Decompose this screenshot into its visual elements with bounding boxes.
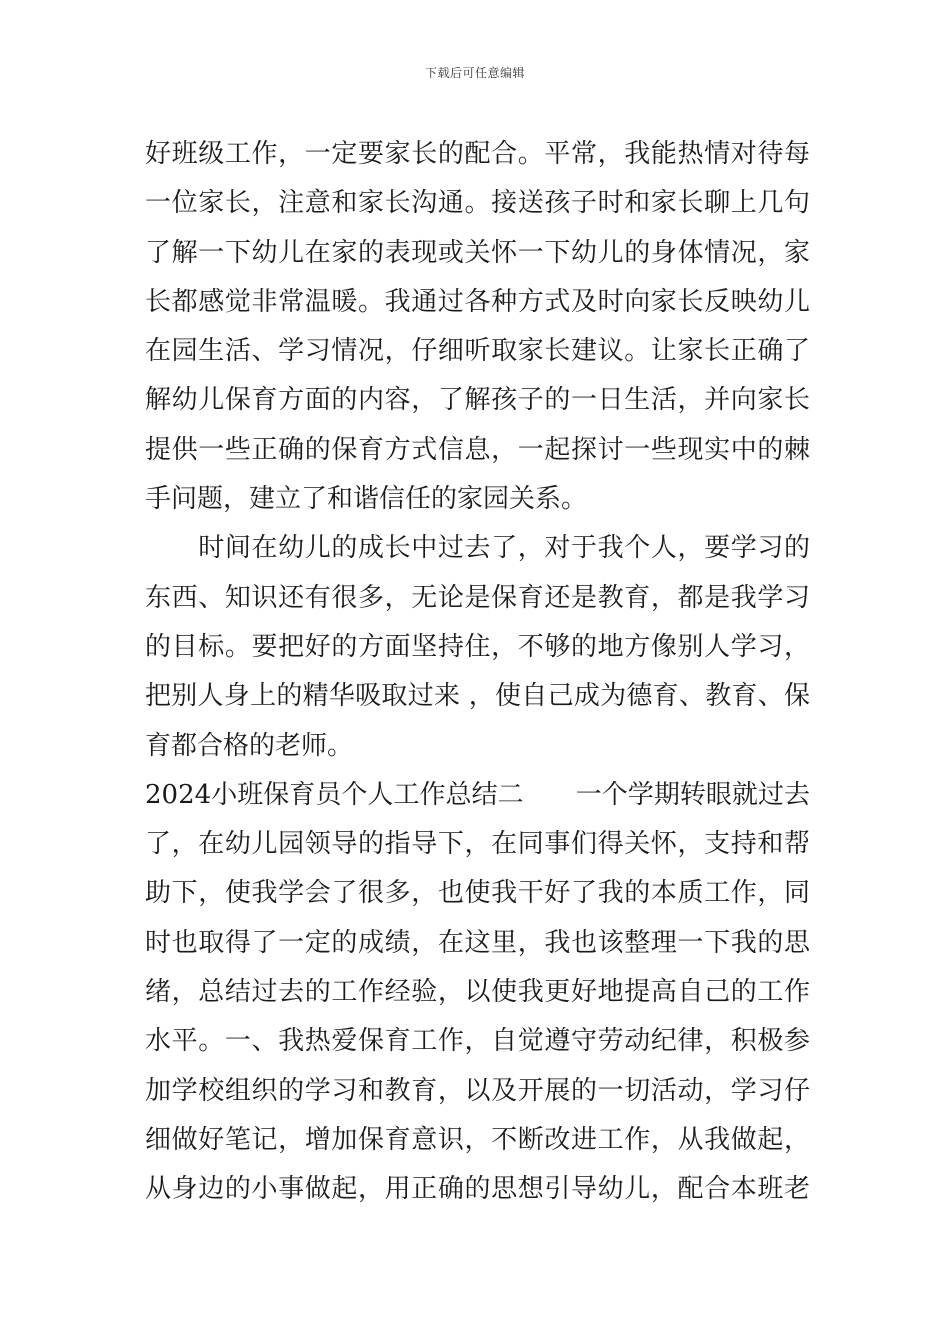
text-line: 从身边的小事做起，用正确的思想引导幼儿，配合本班老 [145,1174,810,1205]
text-line: 育都合格的老师。 [145,730,354,761]
text-line: 提供一些正确的保育方式信息，一起探讨一些现实中的棘 [145,434,810,465]
text-line: 了解一下幼儿在家的表现或关怀一下幼儿的身体情况，家 [145,237,810,268]
text-line: 的目标。要把好的方面坚持住，不够的地方像别人学习， [145,631,810,662]
text-line: 在园生活、学习情况，仔细听取家长建议。让家长正确了 [145,336,810,367]
section-heading-line: 2024小班保育员个人工作总结二 一个学期转眼就过去 [145,779,810,810]
text-line: 解幼儿保育方面的内容，了解孩子的一日生活，并向家长 [145,385,810,416]
page-header: 下载后可任意编辑 [424,66,525,80]
text-line: 了，在幼儿园领导的指导下，在同事们得关怀，支持和帮 [145,829,810,860]
body-text [145,130,810,1215]
text-line: 时间在幼儿的成长中过去了，对于我个人，要学习的 [145,533,810,564]
text-line: 细做好笔记，增加保育意识，不断改进工作，从我做起， [145,1124,810,1155]
text-line: 时也取得了一定的成绩，在这里，我也该整理一下我的思 [145,927,810,958]
text-line: 手问题，建立了和谐信任的家园关系。 [145,484,588,515]
text-line: 东西、知识还有很多，无论是保育还是教育，都是我学习 [145,582,810,613]
text-line: 把别人身上的精华吸取过来 ，使自己成为德育、教育、保 [145,681,810,712]
text-line: 长都感觉非常温暖。我通过各种方式及时向家长反映幼儿 [145,286,810,317]
text-line: 加学校组织的学习和教育，以及开展的一切活动，学习仔 [145,1075,810,1106]
text-line: 水平。一、我热爱保育工作，自觉遵守劳动纪律，积极参 [145,1026,810,1057]
text-line: 一位家长，注意和家长沟通。接送孩子时和家长聊上几句 [145,188,810,219]
text-line: 助下，使我学会了很多，也使我干好了我的本质工作，同 [145,878,810,909]
text-line: 好班级工作，一定要家长的配合。平常，我能热情对待每 [145,139,810,169]
text-line: 绪，总结过去的工作经验，以使我更好地提高自己的工作 [145,977,810,1008]
